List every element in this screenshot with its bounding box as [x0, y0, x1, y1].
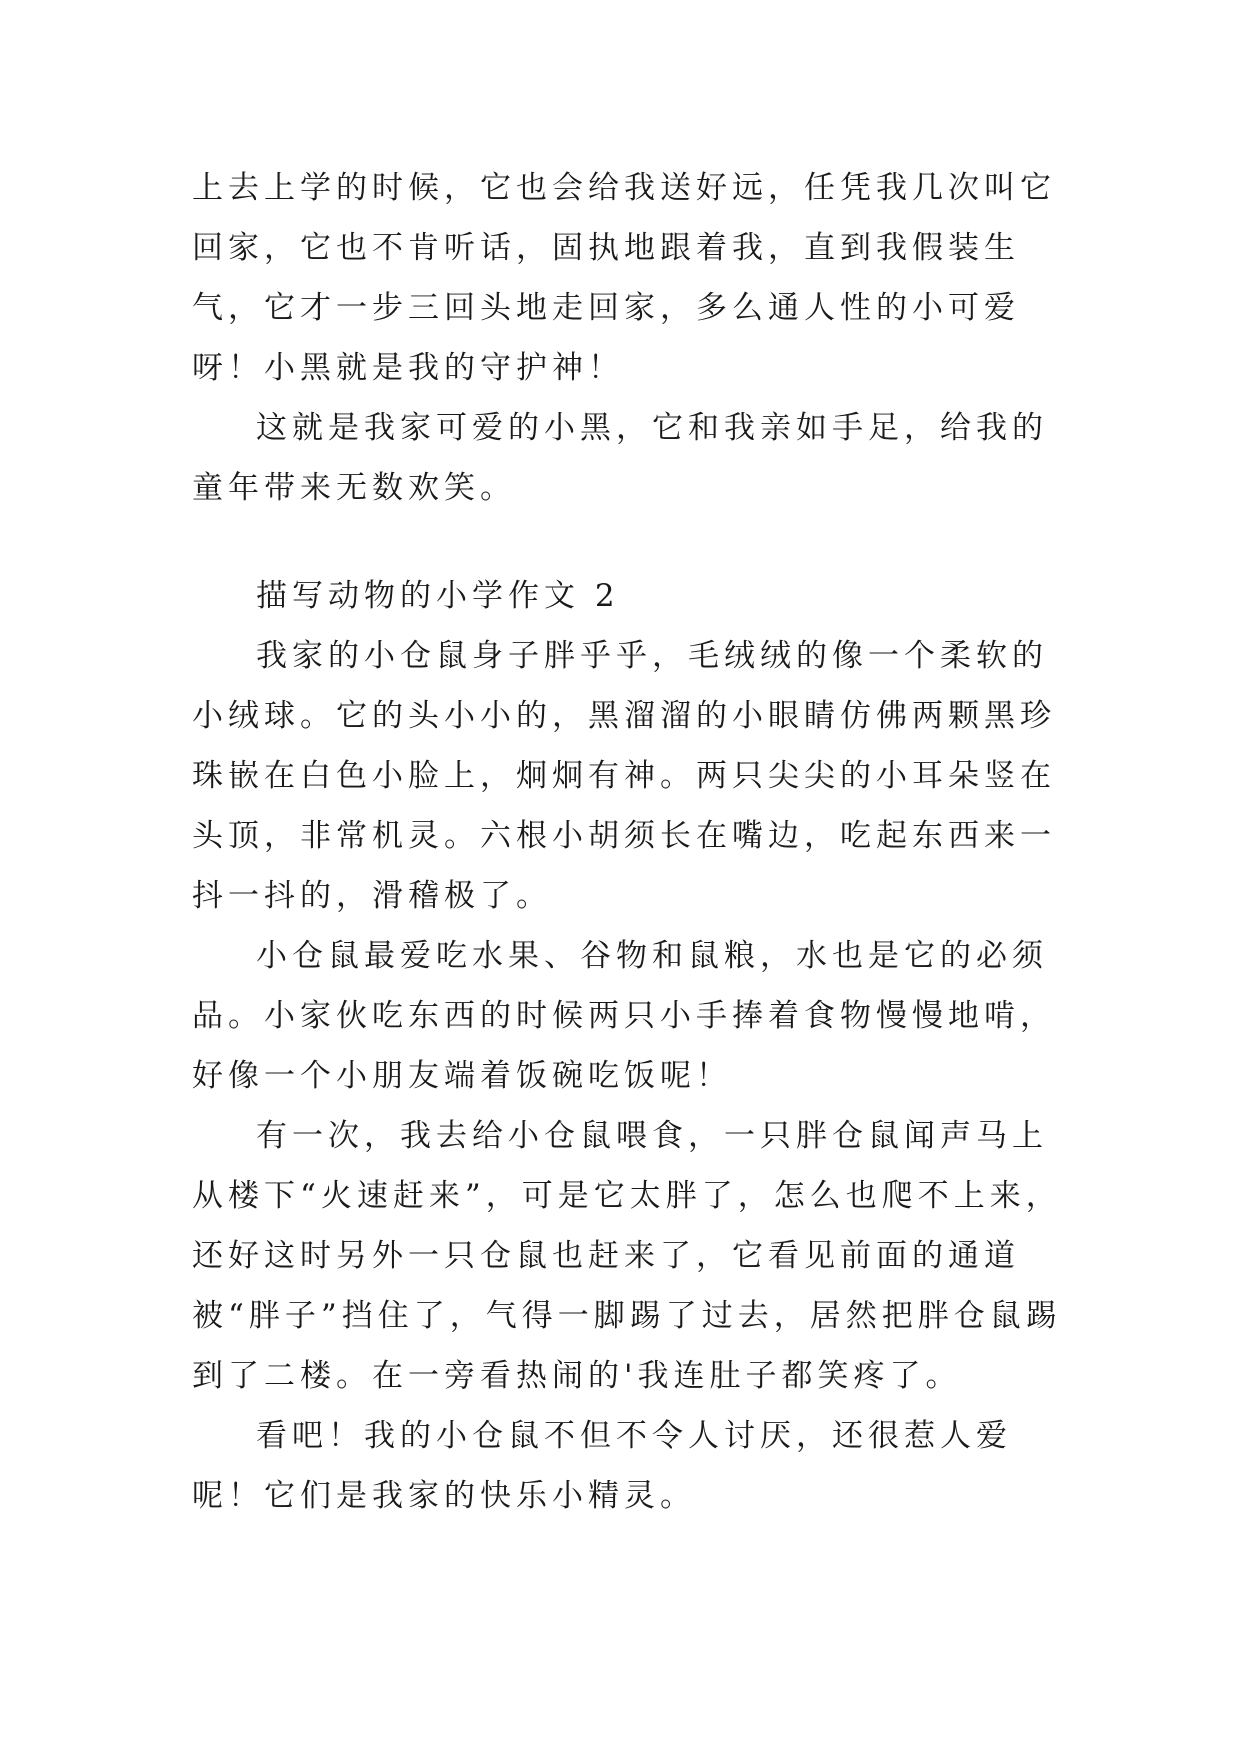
body-paragraph: 我家的小仓鼠身子胖乎乎，毛绒绒的像一个柔软的小绒球。它的头小小的，黑溜溜的小眼睛仿佛两颗黑珍珠嵌在白色小脸上，炯炯有神。两只尖尖的小耳朵竖在头顶，非常机灵。六根小胡须长在嘴边，吃起东西来一抖一抖的，滑稽极了。	[192, 638, 1056, 914]
body-paragraph: 有一次，我去给小仓鼠喂食，一只胖仓鼠闻声马上从楼下“火速赶来”，可是它太胖了，怎么也爬不上来，还好这时另外一只仓鼠也赶来了，它看见前面的通道被“胖子”挡住了，气得一脚踢了过去，居然把胖仓鼠踢到了二楼。在一旁看热闹的'我连肚子都笑疼了。	[192, 1118, 1062, 1394]
essay-title: 描写动物的小学作文 2	[256, 578, 620, 614]
continued-paragraph: 上去上学的时候，它也会给我送好远，任凭我几次叫它回家，它也不肯听话，固执地跟着我，直到我假装生气，它才一步三回头地走回家，多么通人性的小可爱呀！小黑就是我的守护神！	[192, 170, 1056, 386]
body-paragraph: 小仓鼠最爱吃水果、谷物和鼠粮，水也是它的必须品。小家伙吃东西的时候两只小手捧着食物慢慢地啃，好像一个小朋友端着饭碗吃饭呢！	[192, 938, 1056, 1094]
body-paragraph: 看吧！我的小仓鼠不但不令人讨厌，还很惹人爱呢！它们是我家的快乐小精灵。	[192, 1418, 1012, 1514]
essay-section-1	[192, 158, 1072, 518]
essay-section-2	[192, 566, 1072, 1526]
body-paragraph: 这就是我家可爱的小黑，它和我亲如手足，给我的童年带来无数欢笑。	[192, 410, 1048, 506]
